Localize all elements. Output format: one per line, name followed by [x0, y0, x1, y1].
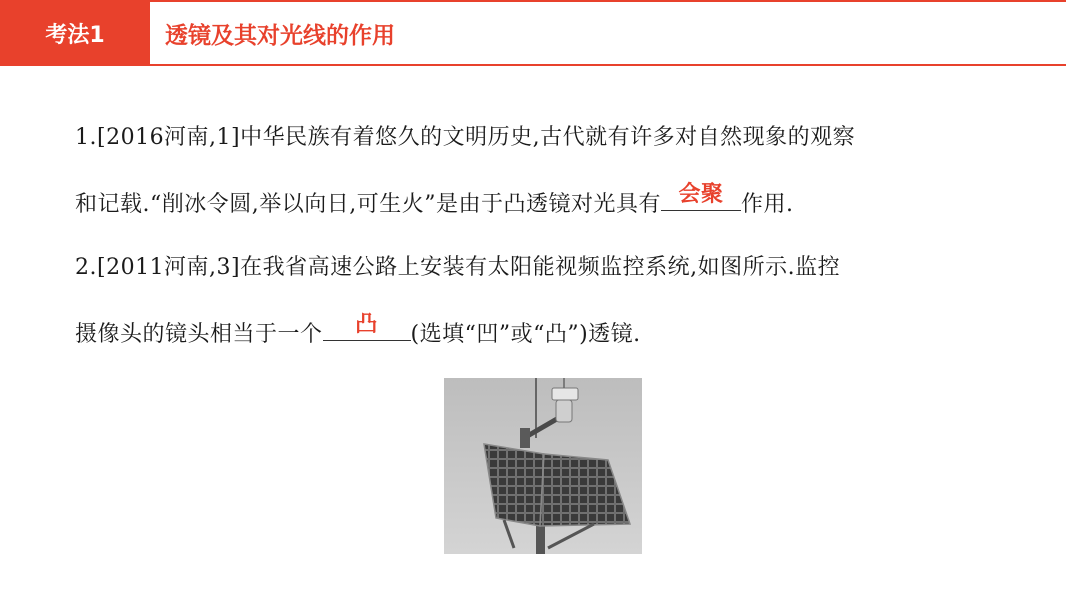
header-tag: 考法1 [0, 0, 150, 66]
question-1-text-after: 作用. [740, 192, 794, 217]
page-title: 透镜及其对光线的作用 [165, 22, 395, 49]
solar-camera-photo [444, 378, 642, 554]
solar-camera-illustration [444, 378, 642, 554]
answer-2: 凸 [355, 312, 378, 337]
question-2-text-before: 摄像头的镜头相当于一个 [75, 322, 323, 347]
question-1-line-2 [75, 184, 793, 218]
question-2-text-after: (选填“凹”或“凸”)透镜. [410, 322, 641, 347]
header-divider [150, 64, 1066, 66]
question-2-line-2 [75, 314, 641, 348]
answer-blank-2 [323, 314, 411, 341]
question-1-text-before: 和记载.“削冰令圆,举以向日,可生火”是由于凸透镜对光具有 [75, 192, 661, 217]
answer-blank-1 [661, 184, 741, 211]
question-2-line-1: 2.[2011河南,3]在我省高速公路上安装有太阳能视频监控系统,如图所示.监控 [75, 255, 841, 280]
question-1-line-1: 1.[2016河南,1]中华民族有着悠久的文明历史,古代就有许多对自然现象的观察 [75, 125, 856, 150]
answer-1: 会聚 [678, 182, 724, 207]
